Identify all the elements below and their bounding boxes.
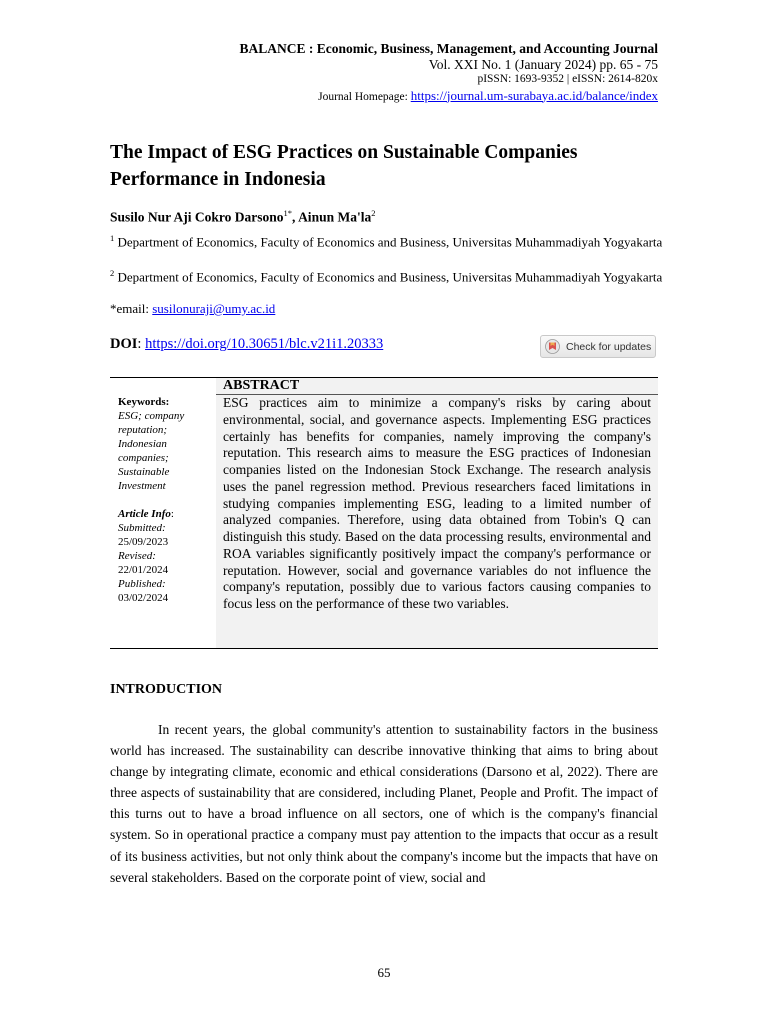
doi-separator: : bbox=[137, 336, 146, 352]
author-2-sup: 2 bbox=[371, 208, 376, 218]
page-number: 65 bbox=[377, 965, 391, 980]
author-line bbox=[110, 208, 375, 226]
submitted-label: Submitted: bbox=[118, 522, 166, 534]
submitted-date: 25/09/2023 bbox=[118, 536, 169, 548]
affiliation-1 bbox=[110, 229, 670, 252]
journal-volume: Vol. XXI No. 1 (January 2024) pp. 65 - 75 bbox=[428, 56, 658, 72]
doi-label: DOI bbox=[110, 336, 138, 352]
author-2: Ainun Ma'la bbox=[298, 209, 372, 225]
article-info-label-text: Article Info bbox=[118, 508, 171, 520]
revised-date: 22/01/2024 bbox=[118, 564, 169, 576]
keywords-text: ESG; company reputation; Indonesian companies; Sustainable Investment bbox=[118, 410, 185, 492]
affiliation-2-num: 2 bbox=[110, 268, 115, 278]
email-link[interactable]: susilonuraji@umy.ac.id bbox=[152, 301, 276, 316]
author-1: Susilo Nur Aji Cokro Darsono bbox=[110, 209, 284, 225]
affiliation-1-text: Department of Economics, Faculty of Economics and Business, Universitas Muhammadiyah Yogyakarta bbox=[117, 234, 663, 250]
homepage-label: Journal Homepage: bbox=[318, 90, 408, 103]
paper-title: The Impact of ESG Practices on Sustainable Companies Performance in Indonesia bbox=[110, 142, 578, 190]
introduction-heading: INTRODUCTION bbox=[110, 682, 223, 697]
published-label: Published: bbox=[118, 578, 166, 590]
abstract-heading: ABSTRACT bbox=[223, 378, 300, 393]
check-for-updates-button[interactable] bbox=[540, 335, 656, 358]
doi-line bbox=[110, 336, 383, 353]
abstract-bottom-rule bbox=[110, 648, 658, 649]
doi-link[interactable]: https://doi.org/10.30651/blc.v21i1.20333 bbox=[145, 336, 384, 352]
article-sidebar bbox=[118, 395, 210, 605]
homepage-link[interactable]: https://journal.um-surabaya.ac.id/balance/index bbox=[410, 87, 658, 103]
introduction-text: In recent years, the global community's attention to sustainability factors in the business world has increased. The sustainability can describe innovative thinking that aims to bring about change by integrating climate, economic and ethical considerations (Darsono et al, 2022). There are three aspects of sustainability that are considered, including Planet, People and Profit. The impact of this turns out to have a broad influence on all sectors, one of which is the company's financial system. So in operational practice a company must pay attention to the impacts that occur as a result of its business activities, but not only think about the company's income but the impacts that have on several stakeholders. Based on the corporate point of view, social and bbox=[110, 722, 658, 885]
revised-label: Revised: bbox=[118, 550, 156, 562]
affiliation-2-text: Department of Economics, Faculty of Economics and Business, Universitas Muhammadiyah Yogyakarta bbox=[117, 269, 663, 285]
check-updates-label: Check for updates bbox=[566, 340, 652, 353]
affiliation-1-num: 1 bbox=[110, 233, 115, 243]
author-1-sup: 1* bbox=[283, 208, 293, 218]
email-label: *email: bbox=[110, 301, 153, 316]
email-line bbox=[110, 300, 670, 319]
check-updates-badge-icon bbox=[545, 339, 560, 354]
article-info-colon: : bbox=[170, 508, 174, 520]
abstract-text: ESG practices aim to minimize a company's risks by caring about environmental, social, and governance aspects. Implementing ESG practices certainly has benefits for companies, namely improving the company's reputation. This research aims to measure the ESG practices of Indonesian companies listed on the Indonesian Stock Exchange. The research analysis uses the panel regression method. Previous researchers faced limitations in studying companies implementing ESG, leading to a limited number of analyzed companies. Therefore, using data obtained from Tobin's Q can distinguish this study. Based on the data processing results, environmental and ROA variables significantly positively impact the company's performance or reputation. However, social and governance variables do not influence the company's reputation, possibly due to various factors causing companies to focus less on the performance of these two variables. bbox=[223, 395, 651, 611]
author-separator: , bbox=[292, 209, 299, 225]
affiliation-2 bbox=[110, 264, 670, 287]
keywords-label: Keywords: bbox=[118, 396, 170, 408]
journal-header bbox=[239, 41, 658, 105]
journal-homepage bbox=[239, 88, 658, 106]
article-info-label bbox=[118, 507, 210, 521]
journal-issn: pISSN: 1693-9352 | eISSN: 2614-820x bbox=[477, 73, 658, 85]
journal-name: BALANCE : Economic, Business, Management, and Accounting Journal bbox=[239, 41, 658, 56]
published-date: 03/02/2024 bbox=[118, 592, 169, 604]
